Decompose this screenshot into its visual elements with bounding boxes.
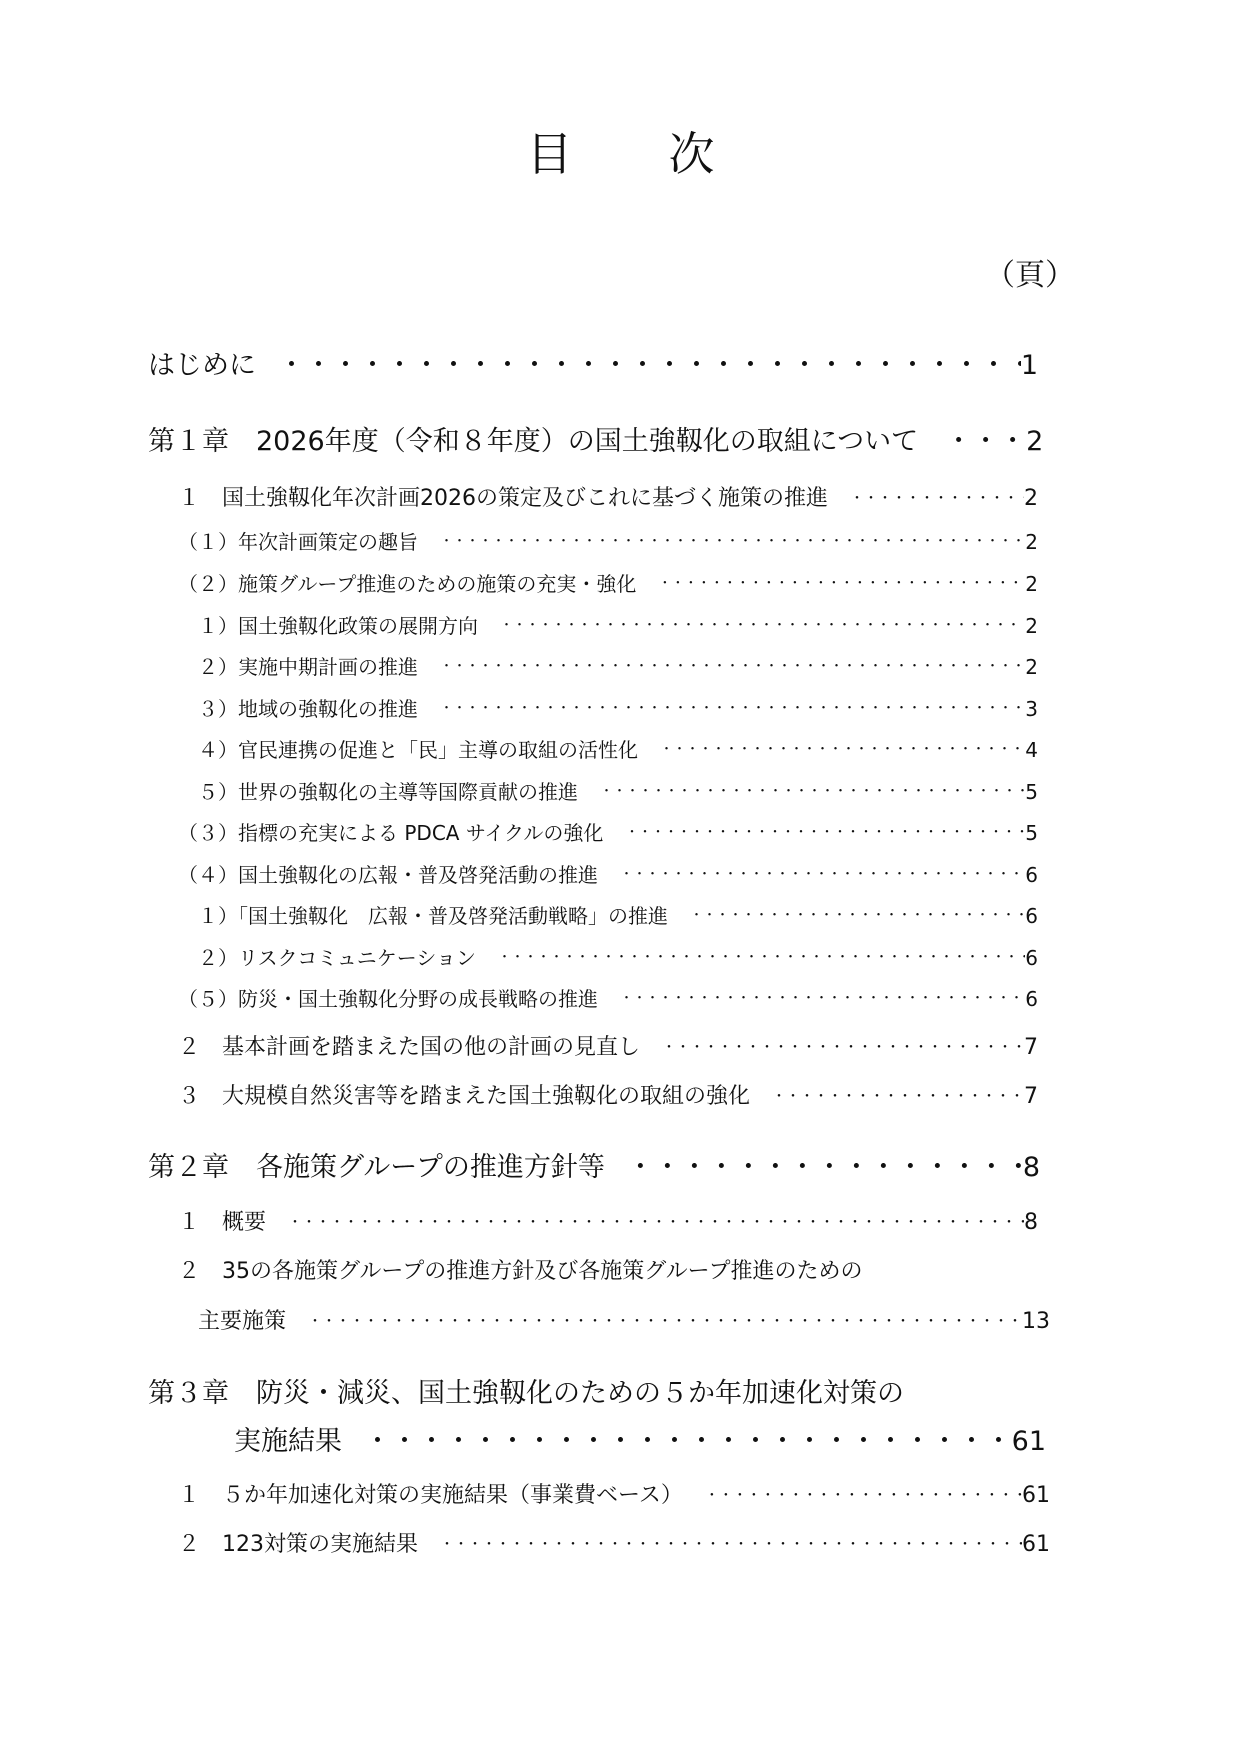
toc-entry-1-3[interactable] (178, 1084, 1038, 1110)
toc-entry-page: 7 (1024, 1035, 1038, 1060)
leader-dots (662, 1040, 1024, 1057)
toc-entry-page: 61 (1022, 1483, 1050, 1508)
leader-dots (440, 534, 1025, 550)
toc-entry-text: ２ 123対策の実施結果 (178, 1532, 418, 1557)
toc-entry-text: ２）実施中期計画の推進 (198, 655, 418, 679)
page-title (0, 118, 1241, 184)
leader-dots (288, 1215, 1024, 1232)
toc-entry-page: 6 (1025, 946, 1038, 970)
toc-entry-page: 8 (1022, 1152, 1040, 1183)
leader-dots (772, 1089, 1024, 1106)
toc-entry-text: 主要施策 (198, 1309, 287, 1334)
toc-entry-1-1-4[interactable] (178, 863, 1038, 887)
toc-entry-text: １ ５か年加速化対策の実施結果（事業費ベース） (178, 1483, 683, 1508)
toc-entry-text: ３）地域の強靱化の推進 (198, 697, 418, 721)
toc-entry-page: 2 (1024, 486, 1038, 511)
toc-entry-text: （４）国土強靱化の広報・普及啓発活動の推進 (178, 863, 598, 887)
toc-entry-page: 1 (1020, 350, 1038, 381)
toc-entry-1-1-1[interactable] (178, 530, 1038, 554)
toc-entry-text: ５）世界の強靱化の主導等国際貢献の推進 (198, 780, 578, 804)
toc-entry-page: 4 (1025, 738, 1038, 762)
toc-entry-1-1-2-3[interactable] (198, 697, 1038, 721)
leader-dots (850, 491, 1024, 508)
toc-entry-page: 6 (1025, 987, 1038, 1011)
toc-entry-3-2[interactable] (178, 1532, 1050, 1558)
leader-dots (440, 1537, 1022, 1554)
toc-entry-1-1-3[interactable] (178, 821, 1038, 845)
toc-entry-3-1[interactable] (178, 1483, 1050, 1509)
toc-entry-page: 13 (1022, 1309, 1050, 1334)
leader-dots (627, 1152, 1023, 1184)
toc-entry-1-1-2-1[interactable] (198, 614, 1038, 638)
toc-entry-2-1[interactable] (178, 1210, 1038, 1236)
toc-entry-1-1-4-2[interactable] (198, 946, 1038, 970)
toc-entry-chapter-3-cont[interactable] (234, 1426, 1046, 1458)
toc-entry-1-1-2[interactable] (178, 572, 1038, 596)
leader-dots (658, 576, 1025, 592)
leader-dots (308, 1314, 1022, 1331)
toc-entry-text: ２ 基本計画を踏まえた国の他の計画の見直し (178, 1035, 641, 1060)
leader-dots (364, 1426, 1012, 1458)
toc-entry-1-1-5[interactable] (178, 987, 1038, 1011)
leader-dots (498, 950, 1025, 966)
toc-entry-1-2[interactable] (178, 1035, 1038, 1061)
toc-entry-page: 7 (1024, 1084, 1038, 1109)
leader-dots (660, 742, 1025, 758)
toc-entry-text: １）国土強靱化政策の展開方向 (198, 614, 478, 638)
toc-entry-text: ２ 35の各施策グループの推進方針及び各施策グループ推進のための (178, 1259, 863, 1284)
toc-entry-text: ２）リスクコミュニケーション (198, 946, 476, 970)
toc-entry-text: １）「国土強靱化 広報・普及啓発活動戦略」の推進 (198, 904, 668, 928)
toc-entry-page: 8 (1024, 1210, 1038, 1235)
toc-entry-page: 6 (1025, 863, 1038, 887)
toc-entry-page: 5 (1025, 821, 1038, 845)
toc-entry-chapter-3[interactable] (148, 1378, 1038, 1410)
toc-entry-1-1-2-4[interactable] (198, 738, 1038, 762)
toc-entry-text: １ 概要 (178, 1210, 267, 1235)
toc-entry-page: 61 (1022, 1532, 1050, 1557)
toc-entry-page: 2 (1025, 655, 1038, 679)
toc-entry-1-1-2-5[interactable] (198, 780, 1038, 804)
toc-entry-text: （５）防災・国土強靱化分野の成長戦略の推進 (178, 987, 598, 1011)
toc-entry-page: 2 (1025, 530, 1038, 554)
toc-entry-page: 6 (1025, 904, 1038, 928)
leader-dots (705, 1488, 1022, 1505)
leader-dots (440, 659, 1025, 675)
leader-dots (278, 350, 1021, 382)
title-char-2: 次 (668, 127, 715, 181)
toc-entry-text: ４）官民連携の促進と「民」主導の取組の活性化 (198, 738, 638, 762)
toc-entry-2-2-cont[interactable] (198, 1309, 1050, 1335)
page-column-label: （頁） (985, 258, 1075, 293)
leader-dots (690, 908, 1025, 924)
leader-dots (440, 701, 1025, 717)
leader-dots (625, 825, 1025, 841)
toc-entry-chapter-2[interactable] (148, 1152, 1040, 1184)
toc-entry-text: 第３章 防災・減災、国土強靱化のための５か年加速化対策の (148, 1378, 904, 1409)
leader-dots (600, 784, 1025, 800)
toc-entry-page: 2 (1025, 614, 1038, 638)
toc-entry-text: （２）施策グループ推進のための施策の充実・強化 (178, 572, 637, 596)
leader-dots (620, 991, 1025, 1007)
toc-entry-text: （３）指標の充実による PDCA サイクルの強化 (178, 821, 604, 845)
toc-entry-1-1-2-2[interactable] (198, 655, 1038, 679)
title-char-1: 目 (526, 127, 573, 181)
toc-entry-1-1[interactable] (178, 486, 1038, 512)
toc-entry-page: 2 (1025, 572, 1038, 596)
leader-dots (500, 618, 1025, 634)
leader-dots (620, 867, 1025, 883)
toc-entry-text: 第１章 2026年度（令和８年度）の国土強靱化の取組について ・・・ (148, 426, 1027, 457)
toc-entry-text: １ 国土強靱化年次計画2026の策定及びこれに基づく施策の推進 (178, 486, 828, 511)
toc-entry-text: （１）年次計画策定の趣旨 (178, 530, 418, 554)
toc-entry-2-2[interactable] (178, 1259, 1038, 1285)
toc-entry-text: はじめに (148, 350, 256, 381)
toc-entry-text: ３ 大規模自然災害等を踏まえた国土強靱化の取組の強化 (178, 1084, 751, 1109)
toc-entry-1-1-4-1[interactable] (198, 904, 1038, 928)
toc-entry-page: 3 (1025, 697, 1038, 721)
toc-entry-chapter-1[interactable] (148, 426, 1044, 458)
toc-entry-page: 2 (1026, 426, 1044, 457)
toc-entry-text: 第２章 各施策グループの推進方針等 (148, 1152, 605, 1183)
toc-entry-page: 5 (1025, 780, 1038, 804)
toc-entry-page: 61 (1011, 1426, 1046, 1457)
toc-entry-preface[interactable] (148, 350, 1038, 382)
toc-entry-text: 実施結果 (234, 1426, 342, 1457)
